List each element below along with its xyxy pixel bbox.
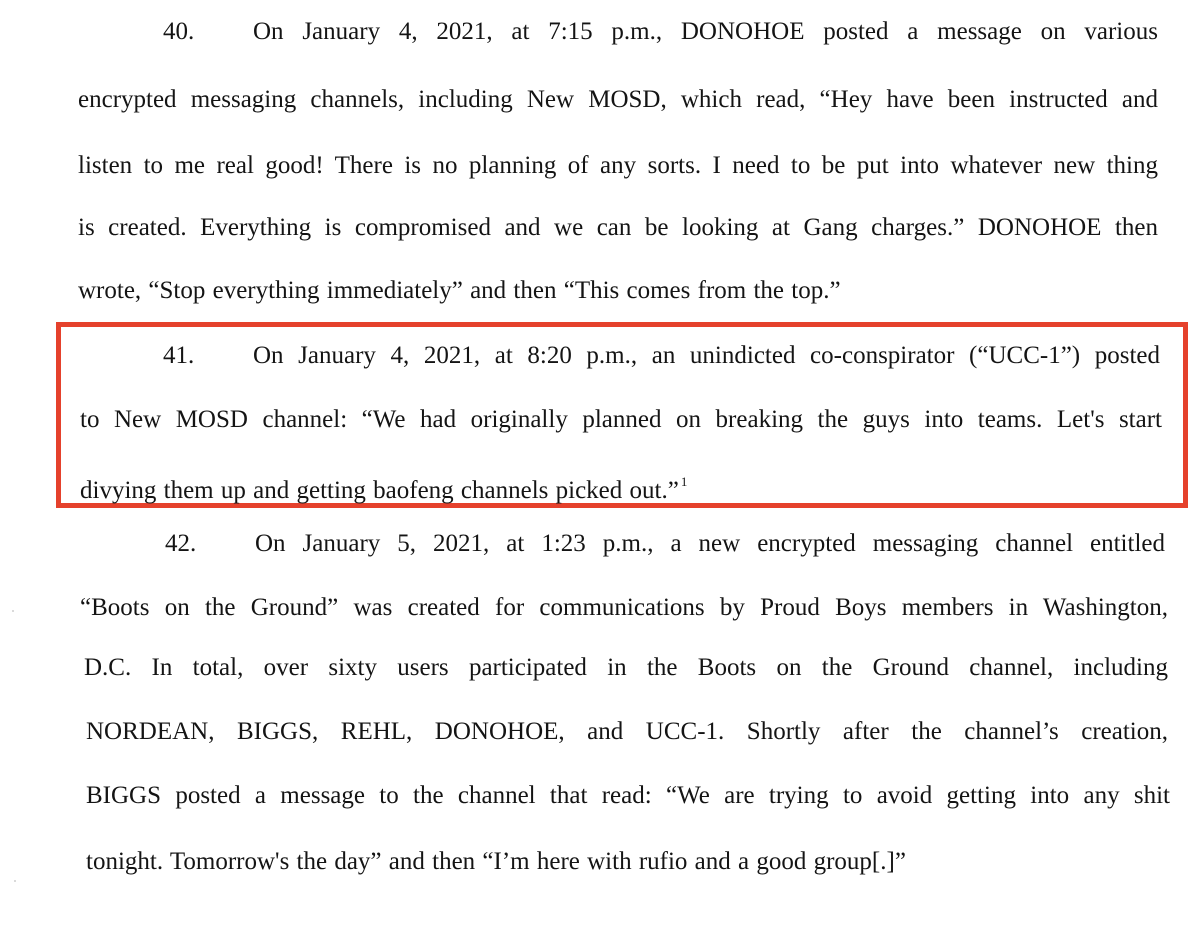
scan-speck	[14, 880, 16, 882]
paragraph-number: 42.	[165, 530, 197, 557]
paragraph-text-line: is created. Everything is compromised and we can be looking at Gang charges.” DONOHOE then	[78, 214, 1158, 241]
paragraph-text-line: On January 5, 2021, at 1:23 p.m., a new encrypted messaging channel entitled	[255, 530, 1165, 557]
scan-speck	[12, 610, 14, 612]
paragraph-text-line: to New MOSD channel: “We had originally planned on breaking the guys into teams. Let's start	[80, 406, 1162, 433]
paragraph-text-line: NORDEAN, BIGGS, REHL, DONOHOE, and UCC-1. Shortly after the channel’s creation,	[86, 718, 1168, 745]
paragraph-text-line: “Boots on the Ground” was created for communications by Proud Boys members in Washington,	[80, 594, 1168, 621]
paragraph-text-line: tonight. Tomorrow's the day” and then “I’m here with rufio and a good group[.]”	[86, 848, 906, 875]
paragraph-text-line: D.C. In total, over sixty users participated in the Boots on the Ground channel, including	[84, 654, 1168, 681]
paragraph-text-line: listen to me real good! There is no planning of any sorts. I need to be put into whatever new thing	[78, 152, 1158, 179]
paragraph-number: 40.	[163, 18, 195, 45]
paragraph-text-line: On January 4, 2021, at 7:15 p.m., DONOHOE posted a message on various	[253, 18, 1158, 45]
paragraph-first-line	[163, 340, 1160, 372]
paragraph-text-line: wrote, “Stop everything immediately” and then “This comes from the top.”	[78, 277, 841, 304]
paragraph-last-line	[80, 466, 687, 507]
paragraph-text-line: encrypted messaging channels, including New MOSD, which read, “Hey have been instructed and	[78, 86, 1158, 113]
footnote-reference[interactable]: 1	[680, 474, 688, 489]
paragraph-number: 41.	[163, 342, 195, 369]
paragraph-text-line: On January 4, 2021, at 8:20 p.m., an unindicted co-conspirator (“UCC-1”) posted	[253, 342, 1160, 369]
paragraph-first-line	[163, 16, 1158, 48]
paragraph-text-line: divying them up and getting baofeng channels picked out.”	[80, 477, 679, 504]
paragraph-first-line	[165, 528, 1165, 560]
paragraph-text-line: BIGGS posted a message to the channel that read: “We are trying to avoid getting into any shit	[86, 782, 1170, 809]
